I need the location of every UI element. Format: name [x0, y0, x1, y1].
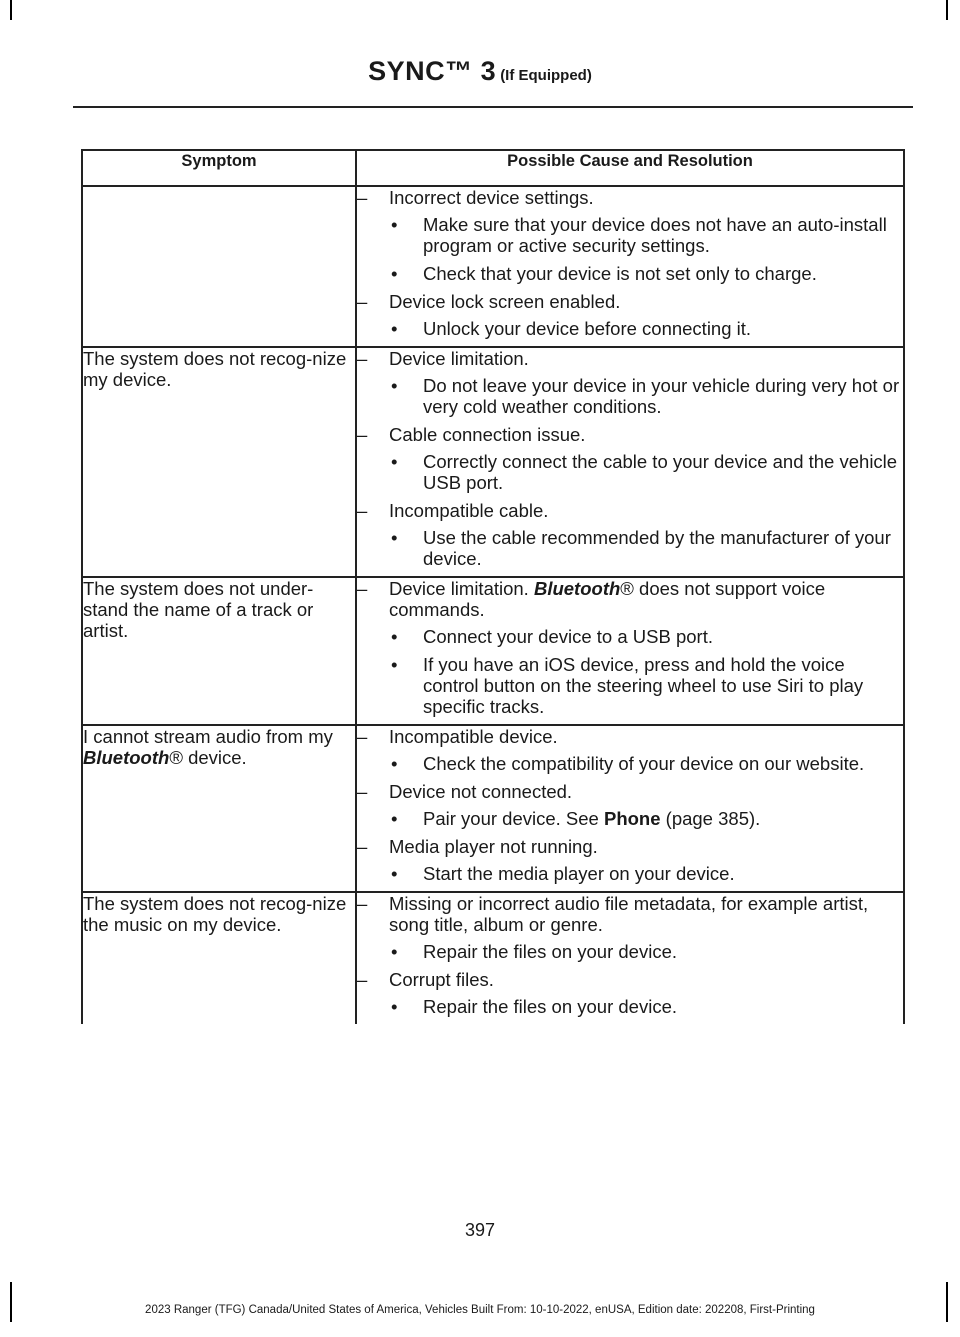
troubleshooting-table — [81, 149, 905, 1024]
resolution-cell — [356, 725, 904, 892]
symptom-cell: The system does not under-stand the name of a track or artist. — [82, 577, 356, 725]
table-header-row — [82, 150, 904, 186]
fix-text: Correctly connect the cable to your device and the vehicle USB port. — [423, 451, 898, 493]
cause-item — [357, 969, 903, 990]
table-row — [82, 577, 904, 725]
fix-text: Repair the files on your device. — [423, 941, 677, 962]
bullet-marker: • — [391, 451, 398, 472]
phone-section-link[interactable]: Phone — [603, 808, 661, 829]
crop-mark-bottom-left — [10, 1282, 12, 1322]
symptom-column-header: Symptom — [82, 150, 356, 186]
fix-text: Unlock your device before connecting it. — [423, 318, 752, 339]
dash-marker: – — [357, 969, 368, 990]
resolution-cell — [356, 347, 904, 577]
header-divider — [73, 106, 913, 108]
symptom-cell: The system does not recog-nize the music on my device. — [82, 892, 356, 1024]
cause-item — [357, 187, 903, 208]
bluetooth-brand: Bluetooth — [533, 578, 621, 599]
symptom-cell: The system does not recog-nize my device. — [82, 347, 356, 577]
page-title: SYNC™ 3 — [368, 56, 497, 86]
symptom-cell — [82, 725, 356, 892]
cause-text: Incompatible cable. — [389, 500, 549, 521]
fix-item — [357, 808, 903, 829]
dash-marker: – — [357, 578, 368, 599]
dash-marker: – — [357, 348, 368, 369]
fix-text: Use the cable recommended by the manufacturer of your device. — [423, 527, 891, 569]
bullet-marker: • — [391, 375, 398, 396]
bullet-marker: • — [391, 626, 398, 647]
fix-item — [357, 863, 903, 884]
page-subtitle: (If Equipped) — [500, 67, 592, 84]
table-row — [82, 347, 904, 577]
cause-text: Device limitation. — [389, 348, 529, 369]
table-row — [82, 725, 904, 892]
bullet-marker: • — [391, 527, 398, 548]
bullet-marker: • — [391, 263, 398, 284]
dash-marker: – — [357, 836, 368, 857]
cause-item — [357, 836, 903, 857]
fix-item — [357, 996, 903, 1017]
fix-text: Start the media player on your device. — [423, 863, 735, 884]
crop-mark-top-right — [946, 0, 948, 20]
bullet-marker: • — [391, 941, 398, 962]
dash-marker: – — [357, 500, 368, 521]
cause-text-suffix: ® does not support voice commands. — [389, 578, 826, 620]
symptom-cell — [82, 186, 356, 347]
table-row — [82, 892, 904, 1024]
fix-item — [357, 626, 903, 647]
fix-item — [357, 753, 903, 774]
fix-text: Repair the files on your device. — [423, 996, 677, 1017]
bullet-marker: • — [391, 654, 398, 675]
crop-mark-top-left — [10, 0, 12, 20]
cause-text: Incompatible device. — [389, 726, 558, 747]
cause-item — [357, 578, 903, 620]
bullet-marker: • — [391, 753, 398, 774]
fix-item — [357, 375, 903, 417]
fix-text: Check that your device is not set only to charge. — [423, 263, 817, 284]
bullet-marker: • — [391, 863, 398, 884]
dash-marker: – — [357, 781, 368, 802]
cause-text: Device not connected. — [389, 781, 573, 802]
bullet-marker: • — [391, 318, 398, 339]
fix-item — [357, 263, 903, 284]
table-row — [82, 186, 904, 347]
cause-text: Corrupt files. — [389, 969, 494, 990]
bluetooth-brand: Bluetooth — [83, 747, 170, 768]
fix-text: If you have an iOS device, press and hold the voice control button on the steering wheel to use Siri to play specific tracks. — [423, 654, 864, 717]
page-header — [0, 56, 960, 87]
dash-marker: – — [357, 187, 368, 208]
fix-item — [357, 318, 903, 339]
bullet-marker: • — [391, 214, 398, 235]
fix-text-suffix: (page 385). — [665, 808, 761, 829]
symptom-text-prefix: I cannot stream audio from my — [83, 726, 333, 747]
fix-text: Make sure that your device does not have an auto-install program or active security settings. — [423, 214, 887, 256]
bullet-marker: • — [391, 808, 398, 829]
cause-item — [357, 726, 903, 747]
cause-text: Device lock screen enabled. — [389, 291, 621, 312]
fix-item — [357, 654, 903, 717]
cause-text-prefix: Device limitation. — [389, 578, 529, 599]
cause-text: Media player not running. — [389, 836, 598, 857]
crop-mark-bottom-right — [946, 1282, 948, 1322]
dash-marker: – — [357, 893, 368, 914]
cause-item — [357, 893, 903, 935]
fix-text: Check the compatibility of your device on our website. — [423, 753, 865, 774]
fix-item — [357, 527, 903, 569]
cause-text: Missing or incorrect audio file metadata, for example artist, song title, album or genre. — [389, 893, 869, 935]
dash-marker: – — [357, 291, 368, 312]
cause-item — [357, 291, 903, 312]
fix-text: Connect your device to a USB port. — [423, 626, 713, 647]
cause-item — [357, 500, 903, 521]
fix-text-prefix: Pair your device. See — [423, 808, 599, 829]
resolution-cell — [356, 577, 904, 725]
fix-item — [357, 451, 903, 493]
cause-item — [357, 781, 903, 802]
cause-text: Cable connection issue. — [389, 424, 586, 445]
resolution-cell — [356, 892, 904, 1024]
dash-marker: – — [357, 726, 368, 747]
dash-marker: – — [357, 424, 368, 445]
resolution-column-header: Possible Cause and Resolution — [356, 150, 904, 186]
page-footer: 2023 Ranger (TFG) Canada/United States of America, Vehicles Built From: 10-10-2022, enUSA, Edition date: 202208, First-Printing — [145, 1304, 815, 1316]
fix-item — [357, 214, 903, 256]
resolution-cell — [356, 186, 904, 347]
symptom-text-suffix: ® device. — [169, 747, 247, 768]
bullet-marker: • — [391, 996, 398, 1017]
fix-item — [357, 941, 903, 962]
cause-item — [357, 348, 903, 369]
fix-text: Do not leave your device in your vehicle during very hot or very cold weather conditions. — [423, 375, 900, 417]
cause-text: Incorrect device settings. — [389, 187, 594, 208]
page-number: 397 — [464, 1220, 496, 1240]
cause-item — [357, 424, 903, 445]
